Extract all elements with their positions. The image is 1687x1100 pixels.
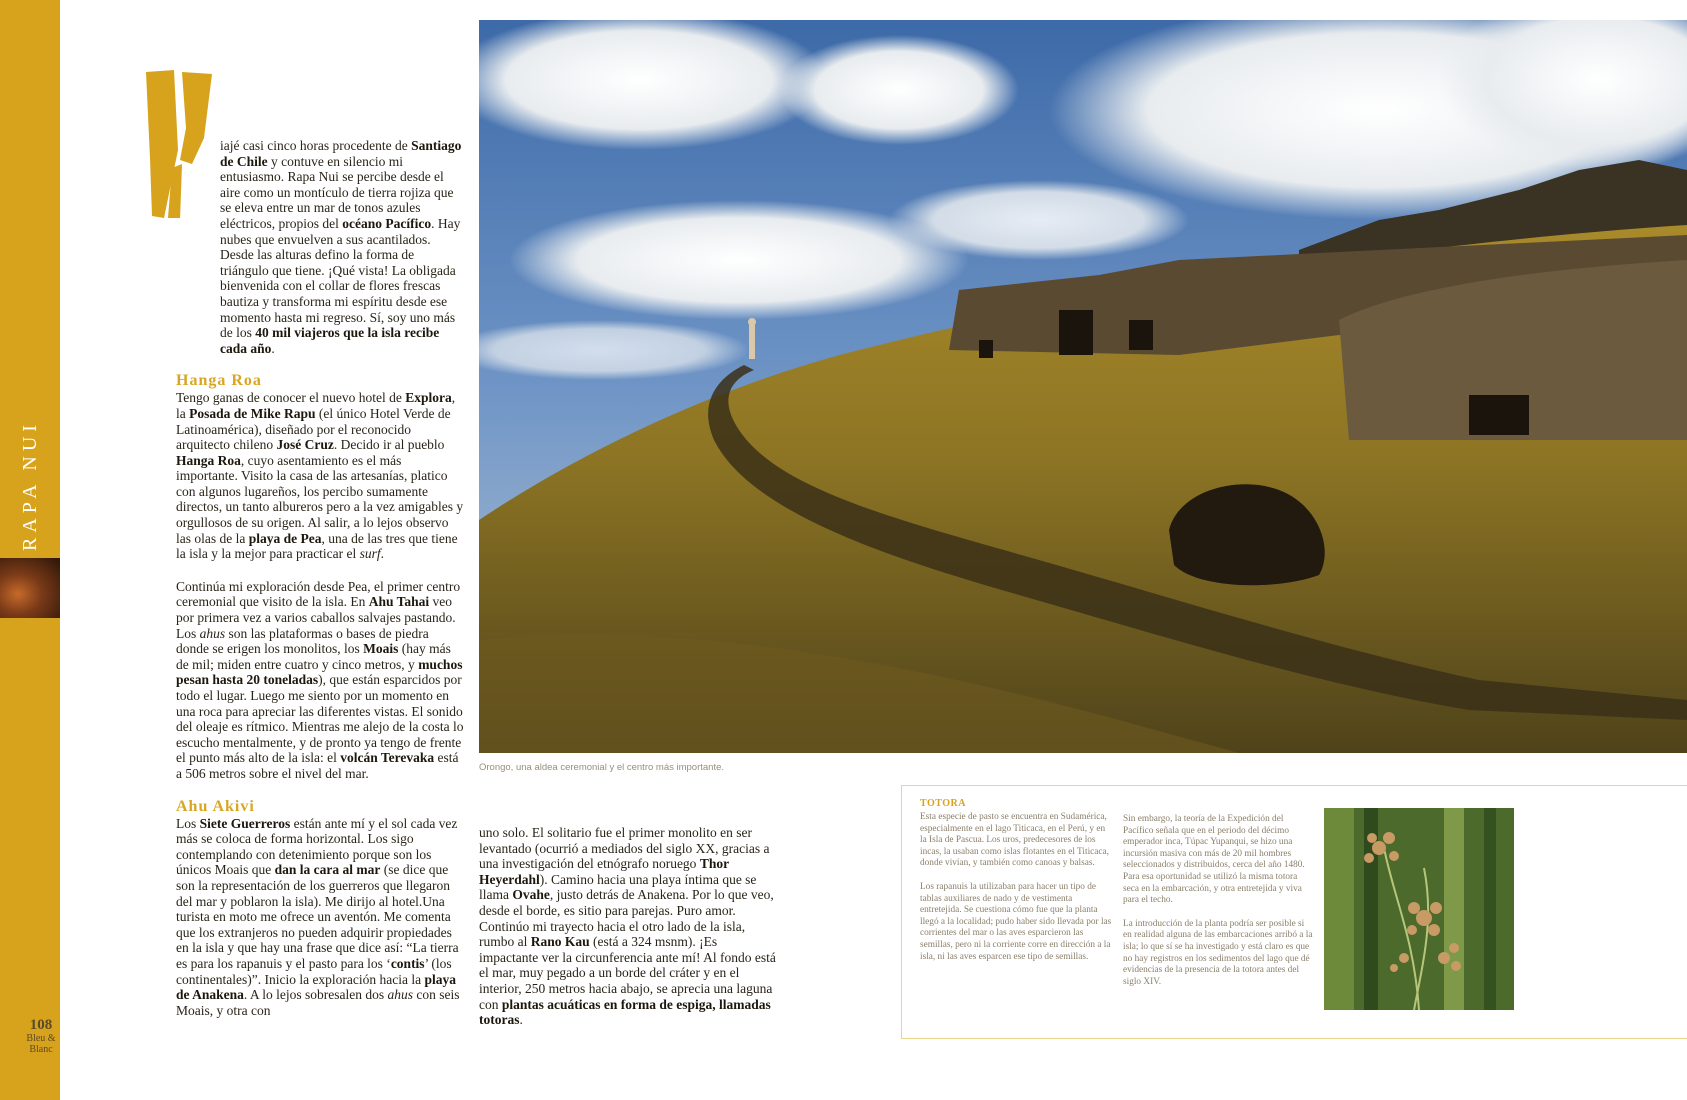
photo-caption: Orongo, una aldea ceremonial y el centro más importante. (479, 762, 725, 773)
sidebox-column-2 (1123, 814, 1315, 1000)
sidebar-band (0, 0, 60, 1100)
sidebox-paragraph: Los rapanuis la utilizaban para hacer un tipo de tablas auxiliares de nado y de vestimenta entretejida. Se cuestiona cómo fue que la planta llegó a la localidad; pudo haber sido llevada por las corrientes del mar o las aves esparcieron las semillas, pero ni la corriente corre en dirección a la isla, ni las aves esparcen ese tipo de semillas. (920, 881, 1112, 962)
sidebox-column-1 (920, 812, 1112, 975)
paragraph-pea: Continúa mi exploración desde Pea, el primer centro ceremonial que visito de la isla. En Ahu Tahai veo por primera vez a varios caballos salvajes pastando. Los ahus son las plataformas o bases de piedra donde se erigen los monolitos, los Moais (hay más de mil; miden entre cuatro y cinco metros, y muchos pesan hasta 20 toneladas), que están esparcidos por todo el lugar. Luego me siento por un momento en una roca para apreciar las diferentes vistas. El sonido del oleaje es rítmico. Mientras me alejo de la costa lo escucho mentalmente, y de pronto ya tengo de frente el punto más alto de la isla: el volcán Terevaka está a 506 metros sobre el nivel del mar. (176, 578, 464, 781)
sidebox-paragraph: Sin embargo, la teoría de la Expedición del Pacífico señala que en el periodo del décimo emperador inca, Túpac Yupanqui, se hizo una incursión masiva con más de 20 mil hombres seleccionados y distribuidos, cerca del año 1480. Para esa oportunidad se utilizó la misma totora seca en la embarcación, y otra entretejida y viva para el techo. (1123, 814, 1305, 906)
main-photo-orongo (479, 20, 1687, 753)
totora-plant-photo (1324, 808, 1514, 1010)
folio (22, 1017, 60, 1055)
heading-ahu-akivi: Ahu Akivi (176, 797, 255, 815)
sidebox-paragraph: Esta especie de pasto se encuentra en Sudamérica, especialmente en el lago Titicaca, en el Perú, y en la Isla de Pascua. Los uros, predecesores de los incas, la usaban como islas flotantes en el Titicaca, donde vivían, y también como canoas y balsas. (920, 812, 1109, 869)
heading-hanga-roa: Hanga Roa (176, 372, 262, 390)
sidebox-title: TOTORA (920, 798, 966, 809)
article-column-1 (176, 138, 464, 1018)
article-column-2 (479, 825, 779, 1028)
paragraph-ahu-akivi: Los Siete Guerreros están ante mí y el sol cada vez más se coloca de forma horizontal. Los sigo contemplando con detenimiento porque son los únicos Moais que dan la cara al mar (se dice que son la representación de los guerreros que llegaron del mar y poblaron la isla). Me dirijo al hotel.Una turista en moto me ofrece un aventón. Me comenta que los extranjeros no pueden adquirir propiedades en la isla y que hay una frase que dice así: “La tierra es para los rapanuis y el pasto para los ‘contis’ (los continentales)”. Inicio la exploración hacia la playa de Anakena. A lo lejos sobresalen dos ahus con seis Moais, y otra con (176, 815, 460, 1018)
sidebox-paragraph: La introducción de la planta podría ser posible si en realidad alguna de las embarcaciones arribó a la isla; lo que sí se ha investigado y está claro es que no hay registros en los sedimentos del lago que dé evidencias de la presencia de la totora antes del siglo XIV. (1123, 918, 1313, 987)
page-number: 108 (29, 1017, 53, 1033)
intro-paragraph: iajé casi cinco horas procedente de Santiago de Chile y contuve en silencio mi entusiasmo. Rapa Nui se percibe desde el aire como un montículo de tierra rojiza que se eleva entre un mar de tonos azules eléctricos, propios del océano Pacífico. Hay nubes que envuelven a sus acantilados. Desde las alturas defino la forma de triángulo que tiene. ¡Qué vista! La obligada bienvenida con el collar de flores frescas bautiza y transforma mi espíritu desde ese momento hasta mi regreso. Sí, soy uno más de los 40 mil viajeros que la isla recibe cada año. (220, 138, 462, 356)
sidebar-thumbnail (0, 558, 60, 618)
magazine-name: Bleu & Blanc (26, 1033, 56, 1055)
section-label (8, 410, 52, 560)
paragraph-hanga-roa: Tengo ganas de conocer el nuevo hotel de Explora, la Posada de Mike Rapu (el único Hotel Verde de Latinoamérica), diseñado por el reconocido arquitecto chileno José Cruz. Decido ir al pueblo Hanga Roa, cuyo asentamiento es el más importante. Visito la casa de las artesanías, platico con algunos lugareños, los percibo sumamente directos, un tanto albureros pero a la vez amigables y orgullosos de su origen. Al salir, a lo lejos observo las olas de la playa de Pea, una de las tres que tiene la isla y la mejor para practicar el surf. (176, 390, 464, 562)
section-label-text: RAPA NUI (18, 419, 41, 551)
totora-sidebox (901, 785, 1687, 1039)
paragraph-anakena: uno solo. El solitario fue el primer monolito en ser levantado (ocurrió a mediados del siglo XX, gracias a una investigación del etnógrafo noruego Thor Heyerdahl). Camino hacia una playa íntima que se llama Ovahe, justo detrás de Anakena. Por lo que veo, desde el borde, es sitio para parejas. Puro amor. Continúo mi trayecto hacia el otro lado de la isla, rumbo al Rano Kau (está a 324 msnm). ¡Es impactante ver la circunferencia ante mí! Al fondo está el mar, muy pegado a un borde del cráter y en el interior, 250 metros hacia abajo, se aprecia una laguna con plantas acuáticas en forma de espiga, llamadas totoras. (479, 825, 776, 1028)
